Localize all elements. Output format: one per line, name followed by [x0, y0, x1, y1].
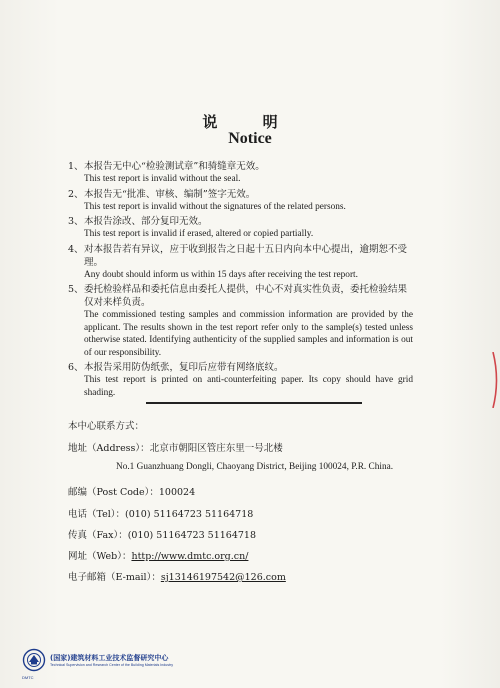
email-label: 电子邮箱（E-mail）： — [68, 572, 161, 583]
notice-item-4 — [68, 243, 413, 282]
notice-number: 2、 — [68, 188, 84, 200]
notice-item-2 — [68, 188, 413, 214]
logo-label: DMTC — [22, 675, 34, 680]
footer — [22, 648, 173, 672]
page-title-en: Notice — [228, 130, 272, 147]
web-line — [68, 548, 248, 562]
address-label: 地址（Address）： — [68, 443, 150, 454]
website-link[interactable]: http://www.dmtc.org.cn/ — [131, 551, 249, 562]
notice-text-zh: 本报告采用防伪纸张，复印后应带有网络底纹。 — [84, 362, 284, 373]
notice-text-zh: 本报告无中心“检验测试章”和骑缝章无效。 — [84, 161, 265, 172]
seal-edge-mark — [492, 352, 500, 408]
notice-text-en: Any doubt should inform us within 15 days after receiving the test report. — [84, 269, 358, 280]
notice-text-en: The commissioned testing samples and commission information are provided by the applicant. The results shown in the test report refer only to the sample(s) tested unless otherwise stated. Identifying authenticity of the supplied samples and information is out of our responsibility. — [84, 310, 413, 358]
tel-line: 电话（Tel）：(010) 51164723 51164718 — [68, 509, 254, 520]
notice-number: 5、 — [68, 284, 84, 295]
notice-number: 6、 — [68, 362, 84, 373]
notice-text-en: This test report is invalid without the seal. — [84, 174, 241, 184]
notice-item-1 — [68, 160, 413, 186]
fax-line: 传真（Fax）：(010) 51164723 51164718 — [68, 530, 257, 541]
address-zh: 北京市朝阳区管庄东里一号北楼 — [149, 443, 283, 454]
notice-number: 3、 — [68, 216, 84, 227]
notice-number: 4、 — [68, 243, 84, 255]
contact-heading: 本中心联系方式： — [68, 421, 145, 432]
notice-number: 1、 — [68, 161, 84, 172]
notice-item-3 — [68, 215, 413, 241]
notice-text-zh: 本报告无“批准、审核、编制”签字无效。 — [84, 188, 256, 200]
footer-org-name-en: Technical Supervision and Research Center of the Building Materials Industry — [50, 663, 174, 667]
notice-text-zh: 本报告涂改、部分复印无效。 — [84, 216, 208, 227]
notice-text-zh: 委托检验样品和委托信息由委托人提供，中心不对真实性负责，委托检验结果仅对来样负责。 — [84, 284, 408, 308]
notice-item-6 — [68, 361, 413, 399]
notice-text-en: This test report is invalid without the signatures of the related persons. — [84, 201, 346, 212]
notice-text-zh: 对本报告若有异议，应于收到报告之日起十五日内向本中心提出，逾期恕不受理。 — [84, 243, 408, 268]
notice-list — [68, 160, 413, 401]
address-line — [68, 440, 283, 454]
web-label: 网址（Web）： — [68, 551, 132, 562]
email-line — [68, 569, 286, 583]
dmtc-logo-icon — [22, 648, 46, 672]
footer-org-name-zh: (国家)建筑材料工业技术监督研究中心 — [50, 654, 169, 662]
notice-text-en: This test report is invalid if erased, altered or copied partially. — [84, 229, 314, 239]
postcode-line: 邮编（Post Code）：100024 — [68, 487, 196, 498]
notice-item-5 — [68, 283, 413, 359]
notice-text-en: This test report is printed on anti-counterfeiting paper. Its copy should have grid shading. — [84, 375, 413, 398]
email-link[interactable]: sj13146197542@126.com — [160, 572, 286, 583]
page-title-zh: 说 明 — [202, 113, 298, 131]
address-en: No.1 Guanzhuang Dongli, Chaoyang District, Beijing 100024, P.R. China. — [116, 462, 394, 472]
section-divider — [146, 402, 362, 404]
